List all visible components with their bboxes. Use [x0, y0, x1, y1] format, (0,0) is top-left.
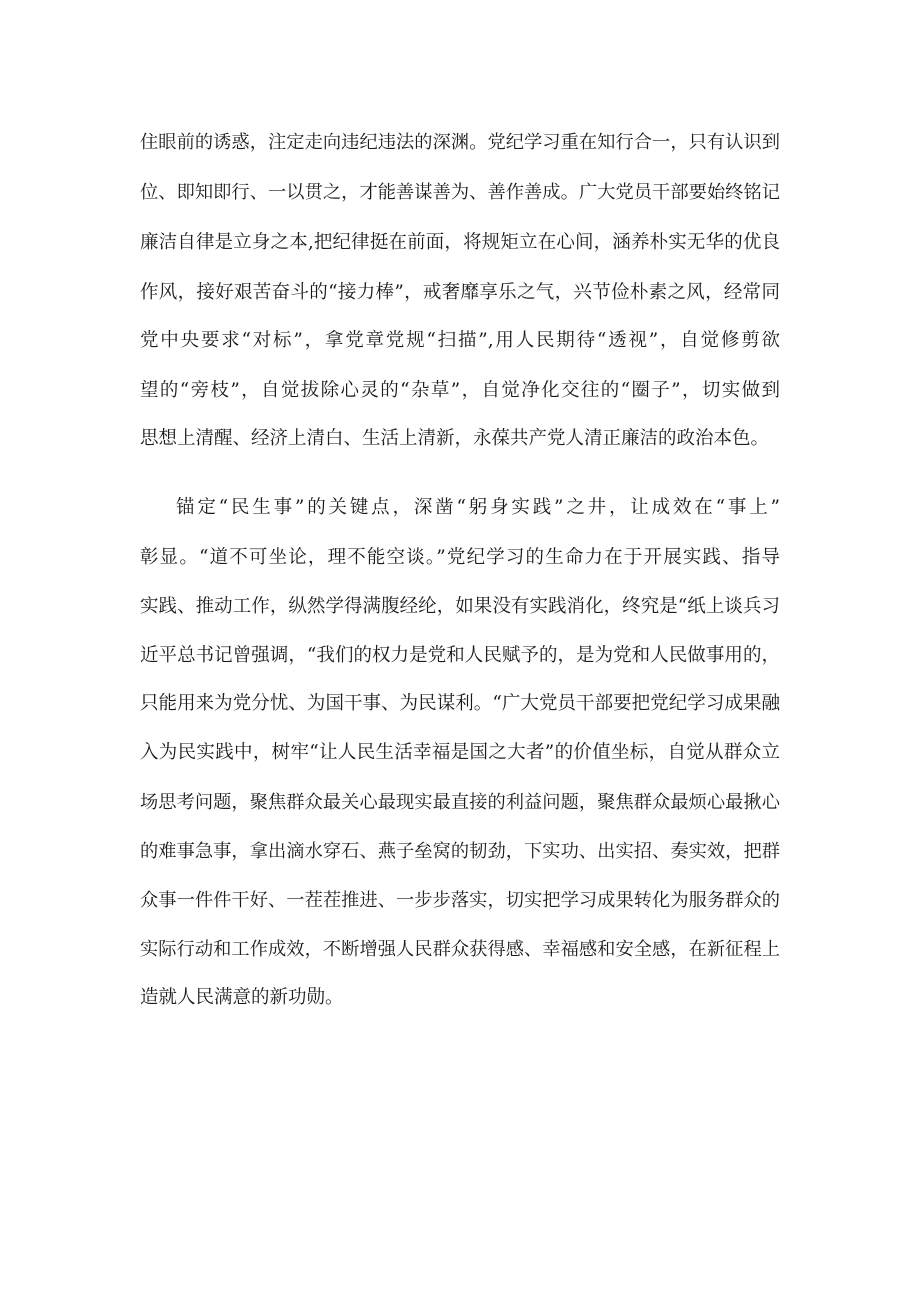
text-line: 廉洁自律是立身之本,把纪律挺在前面，将规矩立在心间，涵养朴实无华的优良 [140, 232, 780, 253]
text-line: 造就人民满意的新功勋。 [140, 987, 344, 1008]
text-line: 实践、推动工作，纵然学得满腹经纶，如果没有实践消化，终究是“纸上谈兵习 [140, 596, 780, 617]
text-line: 入为民实践中，树牢“让人民生活幸福是国之大者”的价值坐标，自觉从群众立 [140, 742, 780, 763]
text-line: 思想上清醒、经济上清白、生活上清新，永葆共产党人清正廉洁的政治本色。 [140, 428, 770, 449]
text-line: 近平总书记曾强调，“我们的权力是党和人民赋予的，是为党和人民做事用的， [140, 645, 780, 666]
text-line: 位、即知即行、一以贯之，才能善谋善为、善作善成。广大党员干部要始终铭记 [140, 182, 780, 203]
text-line: 场思考问题，聚焦群众最关心最现实最直接的利益问题，聚焦群众最烦心最揪心 [140, 792, 780, 813]
text-line: 锚定“民生事”的关键点，深凿“躬身实践”之井，让成效在“事上” [176, 497, 780, 518]
text-line: 只能用来为党分忧、为国干事、为民谋利。“广大党员干部要把党纪学习成果融 [140, 693, 780, 714]
text-line: 作风，接好艰苦奋斗的“接力棒”，戒奢靡享乐之气，兴节俭朴素之风，经常同 [140, 282, 780, 303]
text-line: 彰显。“道不可坐论，理不能空谈。”党纪学习的生命力在于开展实践、指导 [140, 547, 780, 568]
text-line: 众事一件件干好、一茬茬推进、一步步落实，切实把学习成果转化为服务群众的 [140, 890, 780, 911]
text-line: 实际行动和工作成效，不断增强人民群众获得感、幸福感和安全感，在新征程上 [140, 939, 780, 960]
text-line: 党中央要求“对标”，拿党章党规“扫描”,用人民期待“透视”，自觉修剪欲 [140, 330, 780, 351]
text-line: 的难事急事，拿出滴水穿石、燕子垒窝的韧劲，下实功、出实招、奏实效，把群 [140, 841, 780, 862]
text-line: 住眼前的诱惑，注定走向违纪违法的深渊。党纪学习重在知行合一，只有认识到 [140, 132, 780, 153]
text-line: 望的“旁枝”，自觉拔除心灵的“杂草”，自觉净化交往的“圈子”，切实做到 [140, 380, 780, 401]
